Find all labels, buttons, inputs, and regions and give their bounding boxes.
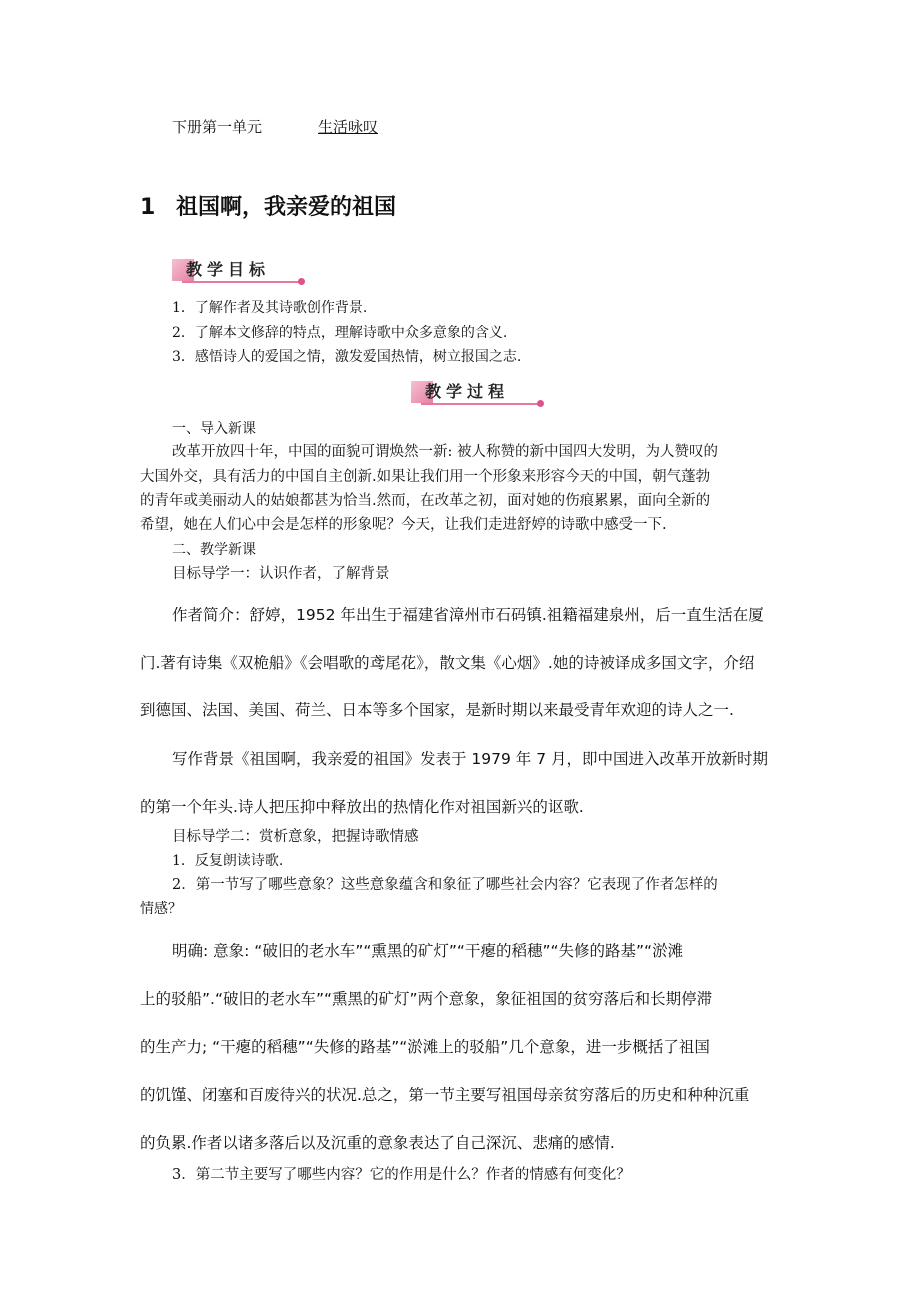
answer-line: 明确: 意象: “破旧的老水车”“熏黑的矿灯”“干瘪的稻穗”“失修的路基”“淤滩 <box>172 942 684 960</box>
intro-heading: 一、导入新课 <box>172 421 256 437</box>
background-line: 写作背景《祖国啊，我亲爱的祖国》发表于 1979 年 7 月，即中国进入改革开放新时期 <box>172 750 769 768</box>
goal-item: 1．了解作者及其诗歌创作背景. <box>172 300 368 316</box>
intro-line: 希望，她在人们心中会是怎样的形象呢？今天，让我们走进舒婷的诗歌中感受一下. <box>140 517 667 533</box>
lesson-title-text: 祖国啊，我亲爱的祖国 <box>176 195 397 220</box>
answer-line: 的生产力; “干瘪的稻穗”“失修的路基”“淤滩上的驳船”几个意象，进一步概括了祖国 <box>140 1038 710 1056</box>
goals-badge <box>172 257 312 283</box>
intro-line: 的青年或美丽动人的姑娘都甚为恰当.然而，在改革之初，面对她的伤痕累累，面向全新的 <box>140 493 711 509</box>
question-item: 1．反复朗读诗歌. <box>172 853 284 869</box>
answer-line: 上的驳船”.“破旧的老水车”“熏黑的矿灯”两个意象，象征祖国的贫穷落后和长期停滞 <box>140 990 713 1008</box>
unit-subtitle: 生活咏叹 <box>318 118 379 136</box>
background-line: 的第一个年头.诗人把压抑中释放出的热情化作对祖国新兴的讴歌. <box>140 798 584 816</box>
lesson-number: 1 <box>140 195 156 220</box>
intro-line: 大国外交，具有活力的中国自主创新.如果让我们用一个形象来形容今天的中国，朝气蓬勃 <box>140 469 711 485</box>
process-badge-text: 教学过程 <box>425 382 510 401</box>
intro-line: 改革开放四十年，中国的面貌可谓焕然一新: 被人称赞的新中国四大发明，为人赞叹的 <box>172 444 718 460</box>
process-badge <box>411 379 551 405</box>
unit-label: 下册第一单元 <box>172 118 263 136</box>
answer-line: 的负累.作者以诸多落后以及沉重的意象表达了自己深沉、悲痛的感情. <box>140 1134 615 1152</box>
goal1-heading: 目标导学一：认识作者，了解背景 <box>172 566 390 582</box>
goal2-heading: 目标导学二：赏析意象，把握诗歌情感 <box>172 829 419 845</box>
goal-item: 2．了解本文修辞的特点，理解诗歌中众多意象的含义. <box>172 325 508 341</box>
lesson-title <box>140 190 396 221</box>
goal-item: 3．感悟诗人的爱国之情，激发爱国热情，树立报国之志. <box>172 349 522 365</box>
author-line: 到德国、法国、美国、荷兰、日本等多个国家，是新时期以来最受青年欢迎的诗人之一. <box>140 701 734 719</box>
question-item: 情感？ <box>140 901 182 917</box>
question-item: 2．第一节写了哪些意象？这些意象蕴含和象征了哪些社会内容？它表现了作者怎样的 <box>172 877 718 893</box>
author-line: 门.著有诗集《双桅船》《会唱歌的鸢尾花》，散文集《心烟》.她的诗被译成多国文字，介绍 <box>140 654 755 672</box>
answer-line: 的饥馑、闭塞和百废待兴的状况.总之，第一节主要写祖国母亲贫穷落后的历史和种种沉重 <box>140 1086 750 1104</box>
new-lesson-heading: 二、教学新课 <box>172 542 256 558</box>
author-line: 作者简介：舒婷，1952 年出生于福建省漳州市石码镇.祖籍福建泉州，后一直生活在厦 <box>172 606 764 624</box>
question-item: 3．第二节主要写了哪些内容？它的作用是什么？作者的情感有何变化？ <box>172 1167 631 1183</box>
goals-badge-text: 教学目标 <box>186 260 271 279</box>
